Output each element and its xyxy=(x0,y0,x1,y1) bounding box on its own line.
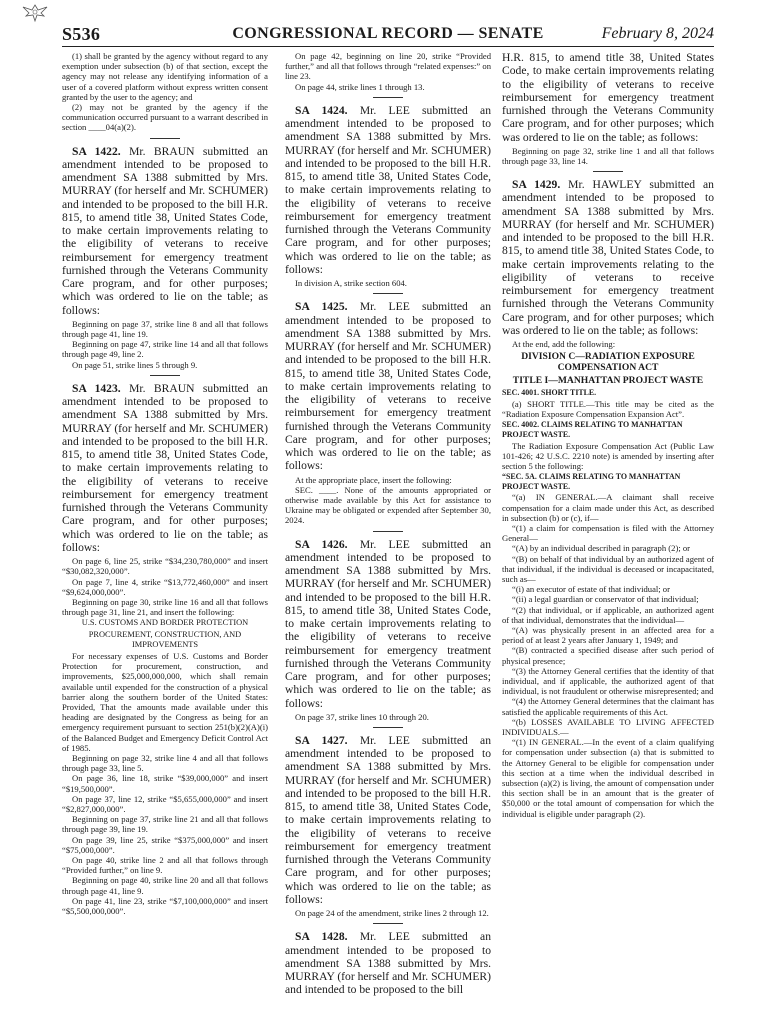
amendment-number: SA 1425. xyxy=(295,300,348,314)
amendment-text: Mr. LEE submitted an amendment intended to be proposed to amendment SA 1388 submitted by Mrs. MURRAY (for herself and Mr. SCHUMER) and intended to be proposed to the bill H.R. 815, to amend title 38, United States Code, to make certain improvements relating to the eligibility of veterans to receive reimbursement for emergency treatment furnished through the Veterans Community Care program, and for other purposes; which was ordered to lie on the table; as follows: xyxy=(285,537,491,710)
column-1 xyxy=(62,51,268,916)
page-number: S536 xyxy=(62,24,101,44)
bill-text: “(b) LOSSES AVAILABLE TO LIVING AFFECTED INDIVIDUALS.— xyxy=(502,716,714,738)
bill-text: “(A) by an individual described in paragraph (2); or xyxy=(512,543,691,554)
instruction: At the appropriate place, insert the following: xyxy=(295,474,452,485)
paragraph: (2) may not be granted by the agency if the communication occurred pursuant to a warrant described in section ____04(a)(2). xyxy=(62,102,268,133)
bill-text: “(4) the Attorney General determines that the claimant has satisfied the applicable requirements of this Act. xyxy=(502,696,714,717)
section-heading xyxy=(502,388,714,398)
bill-text: “(3) the Attorney General certifies that the identity of that individual, and if applicable, the authorized agent of that individual, is not fraudulent or otherwise misrepresented; and xyxy=(502,665,714,697)
title-heading: TITLE I—MANHATTAN PROJECT WASTE xyxy=(512,375,704,387)
instruction: On page 36, line 18, strike “$39,000,000” and insert “$19,500,000”. xyxy=(62,773,268,794)
bill-text: “(A) was physically present in an affected area for a period of at least 2 years after January 1, 1949; and xyxy=(502,624,714,646)
amendment-number: SA 1429. xyxy=(512,178,561,192)
section-text: (a) SHORT TITLE.—This title may be cited as the “Radiation Exposure Compensation Expansion Act”. xyxy=(502,398,714,420)
amendment-number: SA 1427. xyxy=(295,733,348,747)
instruction: On page 37, line 12, strike “$5,655,000,000” and insert “$2,827,000,000”. xyxy=(62,793,268,815)
amendment-text: Mr. LEE submitted an amendment intended to be proposed to amendment SA 1388 submitted by Mrs. MURRAY (for herself and Mr. SCHUMER) and intended to be proposed to the bill H.R. 815, to amend title 38, United States Code, to make certain improvements relating to the eligibility of veterans to receive reimbursement for emergency treatment furnished through the Veterans Community Care program, and for other purposes; which was ordered to lie on the table; as follows: xyxy=(285,103,491,276)
amendment-text: Mr. LEE submitted an amendment intended to be proposed to amendment SA 1388 submitted by Mrs. MURRAY (for herself and Mr. SCHUMER) and intended to be proposed to the bill xyxy=(285,930,491,997)
eagle-emblem-icon xyxy=(20,2,50,24)
amendment-1427 xyxy=(285,734,491,906)
amendment-1428 xyxy=(285,930,491,996)
amendment-text: Mr. LEE submitted an amendment intended to be proposed to amendment SA 1388 submitted by Mrs. MURRAY (for herself and Mr. SCHUMER) and intended to be proposed to the bill H.R. 815, to amend title 38, United States Code, to make certain improvements relating to the eligibility of veterans to receive reimbursement for emergency treatment furnished through the Veterans Community Care program, and for other purposes; which was ordered to lie on the table; as follows: xyxy=(285,733,491,906)
section-heading-text: “SEC. 5A. CLAIMS RELATING TO MANHATTAN PROJECT WASTE. xyxy=(502,472,681,491)
bill-text: “(2) that individual, or if applicable, an authorized agent of that individual, demonstrates that the individual— xyxy=(502,604,714,625)
instruction: Beginning on page 32, strike line 1 and all that follows through page 33, line 14. xyxy=(502,145,714,166)
agency-heading: U.S. CUSTOMS AND BORDER PROTECTION xyxy=(81,618,249,628)
instruction: Beginning on page 30, strike line 16 and all that follows through page 31, line 21, and insert the following: xyxy=(62,596,268,618)
section-text: The Radiation Exposure Compensation Act (Public Law 101-426; 42 U.S.C. 2210 note) is amended by inserting after section 5 the following: xyxy=(502,440,714,471)
instruction: On page 39, line 25, strike “$375,000,000” and insert “$75,000,000”. xyxy=(62,834,268,855)
appropriation-text: For necessary expenses of U.S. Customs and Border Protection for procurement, construction, and improvements, $25,000,000,000, which shall remain available until expended for the construction of a physical barrier along the southern border of the United States: Provided, That the amounts made available under this heading are designated by the Congress as being for an emergency requirement pursuant to section 251(b)(2)(A)(i) of the Balanced Budget and Emergency Deficit Control Act of 1985. xyxy=(62,650,268,753)
instruction: Beginning on page 40, strike line 20 and all that follows through page 41, line 9. xyxy=(62,875,268,896)
amendment-number: SA 1423. xyxy=(72,381,121,395)
amendment-1424 xyxy=(285,104,491,276)
amendment-1422 xyxy=(62,145,268,317)
paragraph: (1) shall be granted by the agency without regard to any exemption under subsection (b) of that section, except the agency may not release any identifying information of a user of a covered platform without express written consent granted by the user to the agency; and xyxy=(62,51,268,102)
amendment-text: Mr. HAWLEY submitted an amendment intended to be proposed to amendment SA 1388 submitted by Mrs. MURRAY (for herself and Mr. SCHUMER) and intended to be proposed to the bill H.R. 815, to amend title 38, United States Code, to make certain improvements relating to the eligibility of veterans to receive reimbursement for emergency treatment furnished through the Veterans Community Care program, and for other purposes; which was ordered to lie on the table; as follows: xyxy=(502,178,714,337)
amendment-1426 xyxy=(285,538,491,710)
instruction: In division A, strike section 604. xyxy=(295,278,407,289)
instruction: On page 41, line 23, strike “$7,100,000,000” and insert “$5,500,000,000”. xyxy=(62,895,268,917)
divider xyxy=(373,727,403,728)
masthead-title: CONGRESSIONAL RECORD — SENATE xyxy=(232,25,544,42)
instruction: On page 44, strike lines 1 through 13. xyxy=(295,81,425,92)
bill-text: “(ii) a legal guardian or conservator of that individual; xyxy=(512,594,699,605)
section-heading xyxy=(502,472,714,491)
divider xyxy=(373,531,403,532)
section-heading-text: SEC. 4002. CLAIMS RELATING TO MANHATTAN PROJECT WASTE. xyxy=(502,420,683,439)
instruction: On page 42, beginning on line 20, strike “Provided further,” and all that follows through “related expenses:” on line 23. xyxy=(285,51,491,82)
column-3 xyxy=(502,51,714,819)
instruction: On page 6, line 25, strike “$34,230,780,000” and insert “$30,082,320,000”. xyxy=(62,556,268,577)
divider xyxy=(593,171,623,172)
divider xyxy=(373,293,403,294)
amendment-1429 xyxy=(502,178,714,337)
divider xyxy=(150,375,180,376)
page-header xyxy=(62,24,714,46)
instruction: On page 40, strike line 2 and all that follows through “Provided further,” on line 9. xyxy=(62,855,268,876)
bill-text: “(B) contracted a specified disease after such period of physical presence; xyxy=(502,645,714,666)
amendment-text: Mr. BRAUN submitted an amendment intended to be proposed to amendment SA 1388 submitted by Mrs. MURRAY (for herself and Mr. SCHUMER) and intended to be proposed to the bill H.R. 815, to amend title 38, United States Code, to make certain improvements relating to the eligibility of veterans to receive reimbursement for emergency treatment furnished through the Veterans Community Care program, and for other purposes; which was ordered to lie on the table; as follows: xyxy=(62,381,268,554)
amendment-number: SA 1424. xyxy=(295,103,348,117)
section-text: SEC. ____. None of the amounts appropriated or otherwise made available by this Act for assistance to Ukraine may be obligated or expended after September 30, 2024. xyxy=(285,484,491,526)
bill-text: “(a) IN GENERAL.—A claimant shall receive compensation for a claim made under this Act, as described in subsection (b) or (c), if— xyxy=(502,492,714,523)
bill-text: “(1) a claim for compensation is filed with the Attorney General— xyxy=(502,522,714,544)
instruction: On page 24 of the amendment, strike lines 2 through 12. xyxy=(295,908,489,919)
instruction: On page 51, strike lines 5 through 9. xyxy=(72,359,198,370)
section-heading xyxy=(502,420,714,439)
instruction: Beginning on page 37, strike line 21 and all that follows through page 39, line 19. xyxy=(62,814,268,835)
bill-text: “(B) on behalf of that individual by an authorized agent of that individual, if the individual is deceased or incapacitated, such as— xyxy=(502,553,714,584)
amendment-text: Mr. BRAUN submitted an amendment intended to be proposed to amendment SA 1388 submitted by Mrs. MURRAY (for herself and Mr. SCHUMER) and intended to be proposed to the bill H.R. 815, to amend title 38, United States Code, to make certain improvements relating to the eligibility of veterans to receive reimbursement for emergency treatment furnished through the Veterans Community Care program, and for other purposes; which was ordered to lie on the table; as follows: xyxy=(62,144,268,317)
instruction: On page 37, strike lines 10 through 20. xyxy=(295,711,429,722)
divider xyxy=(150,138,180,139)
instruction: Beginning on page 32, strike line 4 and all that follows through page 33, line 5. xyxy=(62,753,268,774)
amendment-text: Mr. LEE submitted an amendment intended to be proposed to amendment SA 1388 submitted by Mrs. MURRAY (for herself and Mr. SCHUMER) and intended to be proposed to the bill H.R. 815, to amend title 38, United States Code, to make certain improvements relating to the eligibility of veterans to receive reimbursement for emergency treatment furnished through the Veterans Community Care program, and for other purposes; which was ordered to lie on the table; as follows: xyxy=(285,300,491,473)
amendment-number: SA 1426. xyxy=(295,537,348,551)
amendment-number: SA 1422. xyxy=(72,144,121,158)
account-heading: PROCUREMENT, CONSTRUCTION, AND IMPROVEMENTS xyxy=(88,629,242,649)
amendment-1425 xyxy=(285,300,491,472)
bill-text: “(1) IN GENERAL.—In the event of a claim qualifying for compensation under subsection (a) that is submitted to the Attorney General to be eligible for compensation under this section at a time when the individual described in subsection (a)(2) is living, the amount of compensation under this section shall be in an amount that is the greater of $50,000 or the total amount of compensation for which the individual is eligible under paragraph (2). xyxy=(502,737,714,819)
divider xyxy=(373,923,403,924)
instruction: Beginning on page 37, strike line 8 and all that follows through page 41, line 19. xyxy=(62,318,268,340)
division-heading: DIVISION C—RADIATION EXPOSURE COMPENSATION ACT xyxy=(521,351,695,374)
instruction: Beginning on page 47, strike line 14 and all that follows through page 49, line 2. xyxy=(62,339,268,360)
column-2 xyxy=(285,51,491,999)
instruction: On page 7, line 4, strike “$13,772,460,000” and insert “$9,624,000,000”. xyxy=(62,576,268,597)
amendment-number: SA 1428. xyxy=(295,930,348,944)
bill-text: “(i) an executor of estate of that individual; or xyxy=(512,584,670,595)
instruction: At the end, add the following: xyxy=(512,339,616,350)
divider xyxy=(373,97,403,98)
section-heading-text: SEC. 4001. SHORT TITLE. xyxy=(502,388,597,398)
amendment-1423 xyxy=(62,382,268,554)
header-rule xyxy=(62,46,714,47)
amendment-1428-continued: H.R. 815, to amend title 38, United States Code, to make certain improvements relating to the eligibility of veterans to receive reimbursement for emergency treatment furnished through the Veterans Community Care program, and for other purposes; which was ordered to lie on the table; as follows: xyxy=(502,51,714,144)
issue-date: February 8, 2024 xyxy=(601,25,714,42)
